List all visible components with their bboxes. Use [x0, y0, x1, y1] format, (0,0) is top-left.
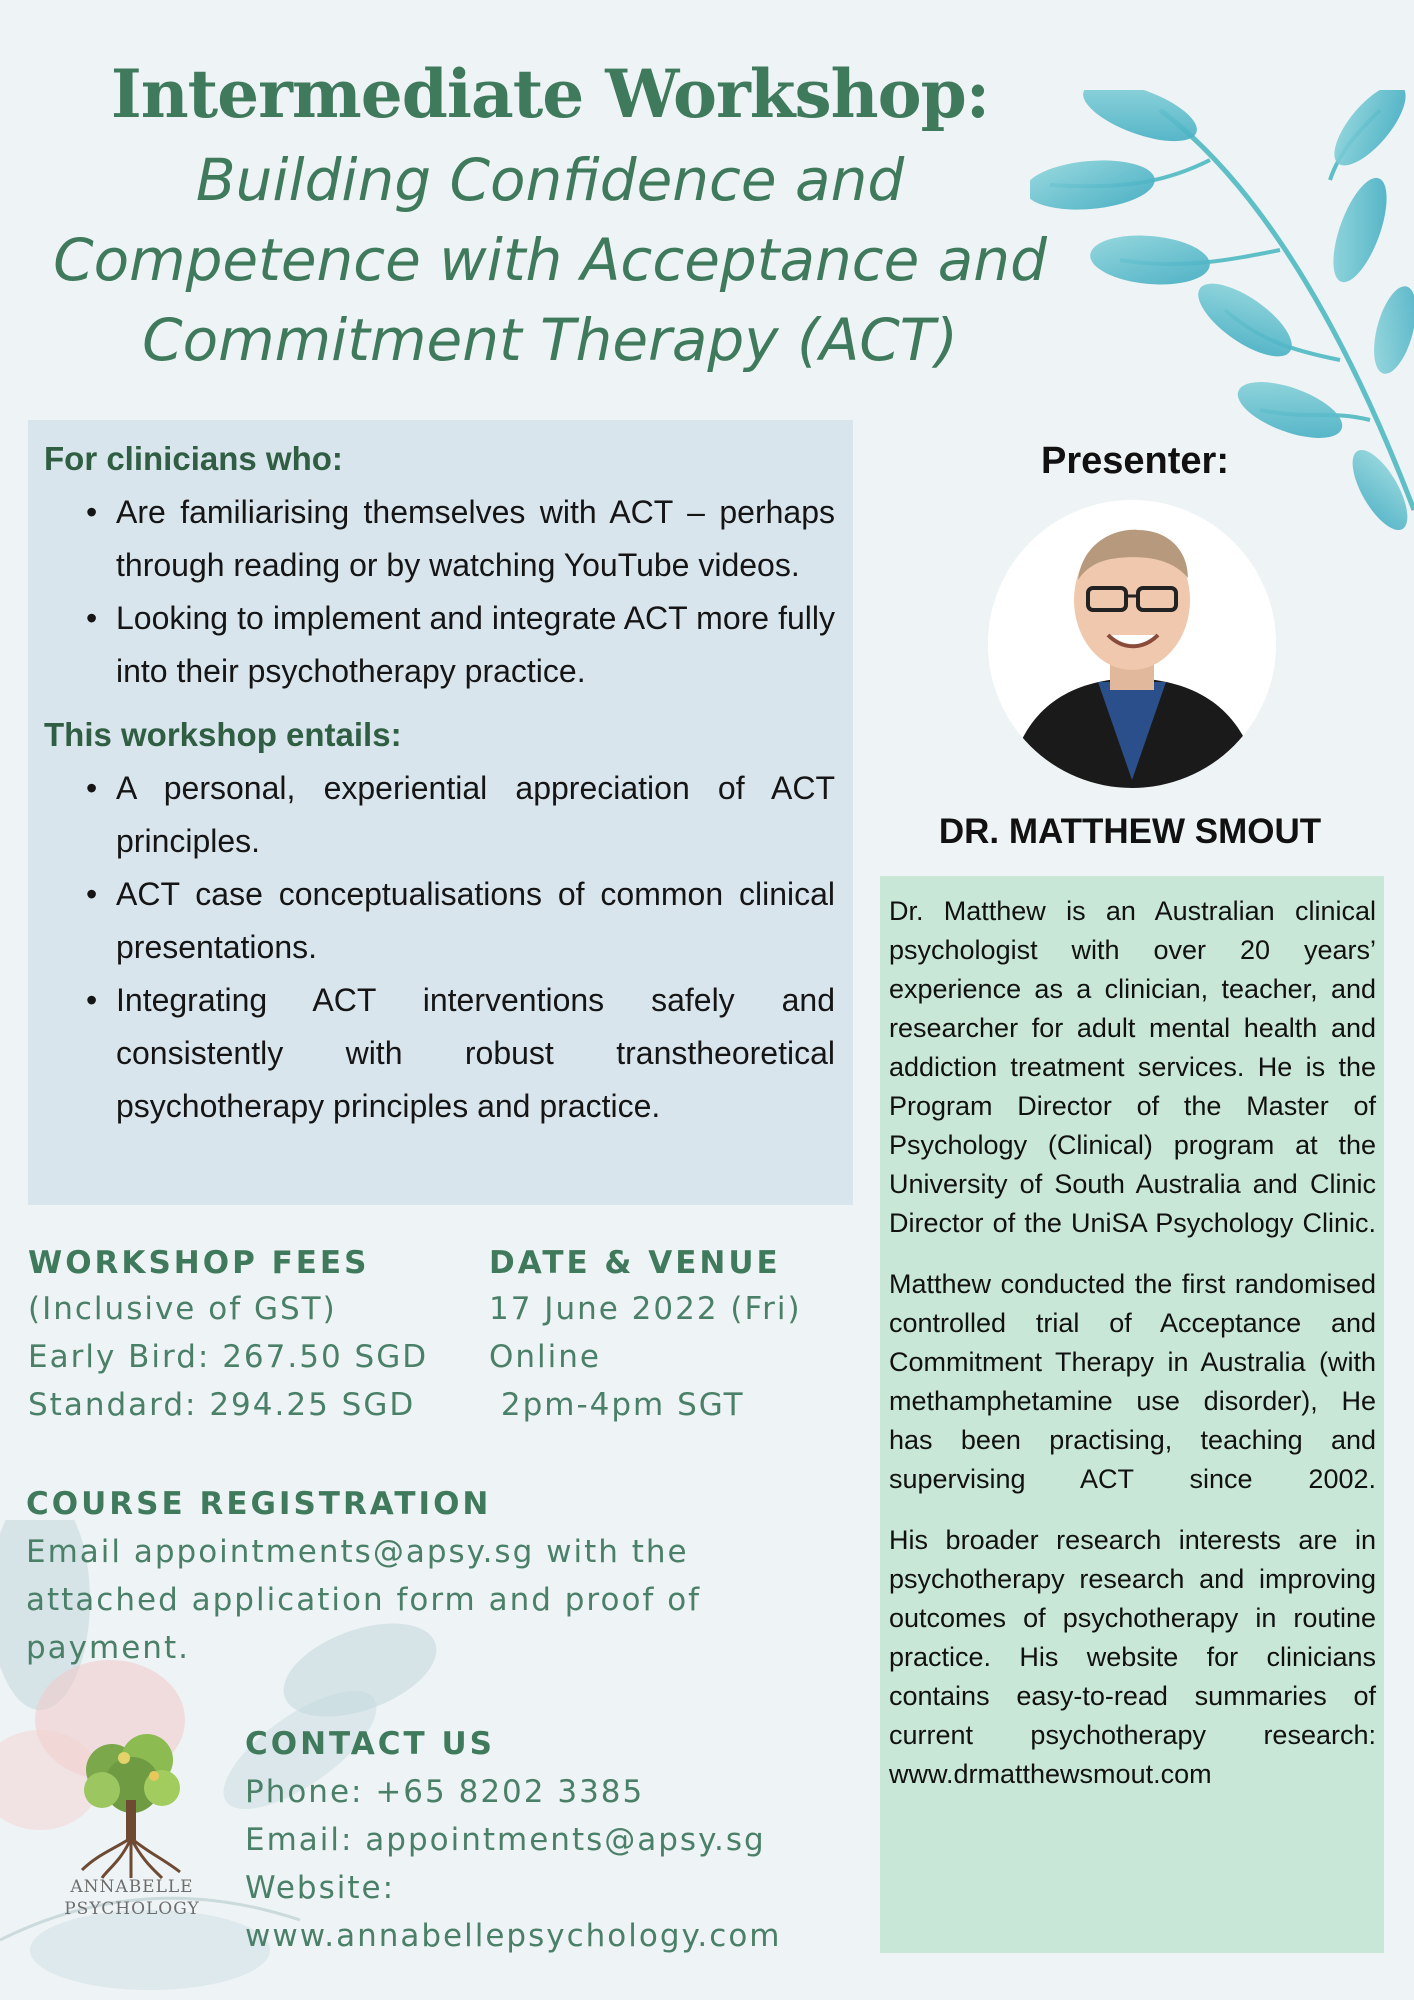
contact-heading: CONTACT US — [245, 1726, 495, 1762]
info-panel — [28, 420, 853, 1205]
venue-line: Online — [489, 1339, 601, 1375]
date-venue-heading: DATE & VENUE — [489, 1245, 781, 1281]
presenter-name: DR. MATTHEW SMOUT — [938, 812, 1322, 851]
fees-line: Standard: 294.25 SGD — [28, 1387, 416, 1423]
contact-email[interactable]: Email: appointments@apsy.sg — [245, 1822, 766, 1858]
presenter-photo — [988, 500, 1276, 788]
date-venue-section — [489, 1245, 849, 1429]
presenter-label: Presenter: — [1041, 440, 1229, 482]
fees-line: (Inclusive of GST) — [28, 1291, 337, 1327]
bio-paragraph: His broader research interests are in psychotherapy research and improving outcomes of psychotherapy in routine practice. His website for clinicians contains easy-to-read summaries of current psychotherapy research: www.drmatthewsmout.com — [889, 1525, 1376, 1789]
fees-section — [28, 1245, 468, 1429]
entails-heading: This workshop entails: — [44, 716, 402, 753]
contact-phone: Phone: +65 8202 3385 — [245, 1774, 645, 1810]
date-line: 17 June 2022 (Fri) — [489, 1291, 802, 1327]
registration-line: attached application form and proof of — [26, 1582, 702, 1618]
audience-heading: For clinicians who: — [44, 440, 343, 477]
subtitle-line: Building Confidence and — [195, 146, 905, 214]
bullet-icon: • — [86, 770, 98, 806]
logo-line: PSYCHOLOGY — [64, 1899, 200, 1919]
audience-list — [44, 486, 853, 698]
page-title: Intermediate Workshop: — [110, 55, 990, 133]
time-line: 2pm-4pm SGT — [489, 1387, 745, 1423]
presenter-bio — [880, 876, 1384, 1953]
contact-website-label: Website: — [245, 1870, 396, 1906]
contact-website-link[interactable]: www.annabellepsychology.com — [245, 1918, 782, 1954]
bullet-icon: • — [86, 494, 98, 530]
bio-paragraph: Matthew conducted the first randomised controlled trial of Acceptance and Commitment Therapy in Australia (with methamphetamine use disorder), He has been practising, teaching and supervising ACT since 2002. — [889, 1269, 1376, 1494]
list-item: • A personal, experiential appreciation of ACT principles. — [44, 762, 853, 868]
logo-text — [52, 1876, 212, 1920]
registration-heading: COURSE REGISTRATION — [26, 1486, 492, 1522]
registration-line: payment. — [26, 1630, 190, 1666]
page-subtitle — [20, 140, 1080, 380]
registration-section — [26, 1486, 846, 1672]
tree-logo-icon — [62, 1730, 202, 1880]
bullet-icon: • — [86, 876, 98, 912]
subtitle-line: Competence with Acceptance and — [53, 226, 1047, 294]
bio-paragraph: Dr. Matthew is an Australian clinical psychologist with over 20 years’ experience as a clinician, teacher, and researcher for adult mental health and addiction treatment services. He is the Program Director of the Master of Psychology (Clinical) program at the University of South Australia and Clinic Director of the UniSA Psychology Clinic. — [889, 896, 1376, 1238]
subtitle-line: Commitment Therapy (ACT) — [142, 306, 958, 374]
bullet-icon: • — [86, 982, 98, 1018]
avatar — [988, 500, 1276, 788]
list-item: • Looking to implement and integrate ACT more fully into their psychotherapy practice. — [44, 592, 853, 698]
bullet-icon: • — [86, 600, 98, 636]
list-item: • ACT case conceptualisations of common clinical presentations. — [44, 868, 853, 974]
fees-heading: WORKSHOP FEES — [28, 1245, 370, 1281]
entails-list — [44, 762, 853, 1133]
registration-line: Email appointments@apsy.sg with the — [26, 1534, 689, 1570]
list-item: • Are familiarising themselves with ACT – perhaps through reading or by watching YouTube videos. — [44, 486, 853, 592]
logo-line: ANNABELLE — [70, 1877, 194, 1897]
list-item: • Integrating ACT interventions safely and consistently with robust transtheoretical psychotherapy principles and practice. — [44, 974, 853, 1133]
fees-line: Early Bird: 267.50 SGD — [28, 1339, 429, 1375]
contact-section — [245, 1726, 865, 1960]
